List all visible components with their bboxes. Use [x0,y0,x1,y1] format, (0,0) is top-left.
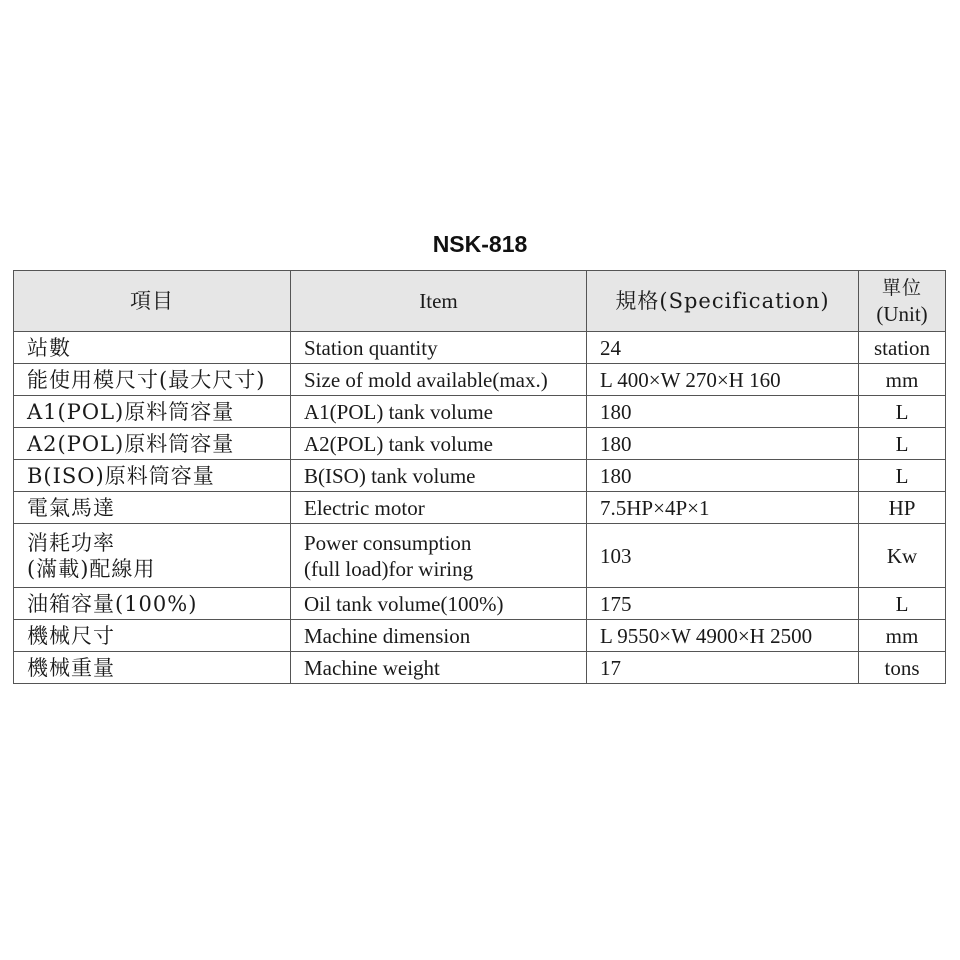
header-item-en: Item [291,271,587,332]
table-row [14,460,946,492]
cell-item-zh [14,332,291,364]
cell-unit: L [859,396,946,428]
cell-specification: L 400×W 270×H 160 [587,364,859,396]
table-row [14,364,946,396]
cell-item-en [291,332,587,364]
cell-item-zh [14,588,291,620]
zh-line: 消耗功率 [27,530,115,555]
cell-item-zh [14,492,291,524]
zh-line: 電氣馬達 [27,495,115,520]
cell-item-zh [14,620,291,652]
zh-line: (滿載)配線用 [27,556,156,581]
cell-item-zh [14,524,291,588]
cell-specification: 7.5HP×4P×1 [587,492,859,524]
en-line: Size of mold available(max.) [304,367,548,392]
cell-item-en [291,428,587,460]
cell-specification: 103 [587,524,859,588]
en-line: B(ISO) tank volume [304,463,476,488]
zh-line: B(ISO)原料筒容量 [27,463,215,488]
table-row [14,492,946,524]
cell-unit: HP [859,492,946,524]
en-line: Machine weight [304,655,440,680]
zh-line: 能使用模尺寸(最大尺寸) [27,367,266,392]
cell-item-en [291,460,587,492]
spec-table [13,270,946,684]
cell-unit: mm [859,364,946,396]
cell-item-zh [14,652,291,684]
cell-item-zh [14,396,291,428]
en-line: A2(POL) tank volume [304,431,493,456]
table-row [14,332,946,364]
en-line: (full load)for wiring [304,556,474,581]
cell-item-en [291,524,587,588]
cell-unit: L [859,428,946,460]
en-line: Station quantity [304,335,438,360]
table-row [14,428,946,460]
table-row [14,524,946,588]
header-unit-zh: 單位 [881,277,922,299]
cell-item-zh [14,364,291,396]
zh-line: 站數 [27,335,71,360]
header-row [14,271,946,332]
table-header [14,271,946,332]
cell-item-zh [14,460,291,492]
cell-specification: L 9550×W 4900×H 2500 [587,620,859,652]
cell-specification: 24 [587,332,859,364]
header-item-zh: 項目 [14,271,291,332]
table-body [14,332,946,684]
cell-unit: station [859,332,946,364]
header-specification: 規格(Specification) [587,271,859,332]
zh-line: 機械尺寸 [27,623,115,648]
zh-line: A1(POL)原料筒容量 [27,399,235,424]
table-row [14,588,946,620]
zh-line: 油箱容量(100%) [27,591,198,616]
cell-unit: Kw [859,524,946,588]
cell-unit: mm [859,620,946,652]
cell-item-en [291,492,587,524]
en-line: A1(POL) tank volume [304,399,493,424]
zh-line: A2(POL)原料筒容量 [27,431,235,456]
en-line: Oil tank volume(100%) [304,591,504,616]
cell-item-en [291,652,587,684]
header-unit-en: (Unit) [876,302,928,326]
table-row [14,620,946,652]
zh-line: 機械重量 [27,655,115,680]
cell-specification: 17 [587,652,859,684]
cell-item-en [291,620,587,652]
cell-item-en [291,588,587,620]
table-row [14,652,946,684]
table-row [14,396,946,428]
header-unit [859,271,946,332]
cell-specification: 180 [587,460,859,492]
cell-unit: L [859,588,946,620]
en-line: Power consumption [304,530,472,555]
cell-unit: L [859,460,946,492]
cell-item-zh [14,428,291,460]
page-title: NSK-818 [432,231,528,257]
cell-specification: 180 [587,396,859,428]
cell-item-en [291,396,587,428]
en-line: Electric motor [304,495,425,520]
cell-specification: 180 [587,428,859,460]
cell-specification: 175 [587,588,859,620]
cell-unit: tons [859,652,946,684]
cell-item-en [291,364,587,396]
en-line: Machine dimension [304,623,471,648]
